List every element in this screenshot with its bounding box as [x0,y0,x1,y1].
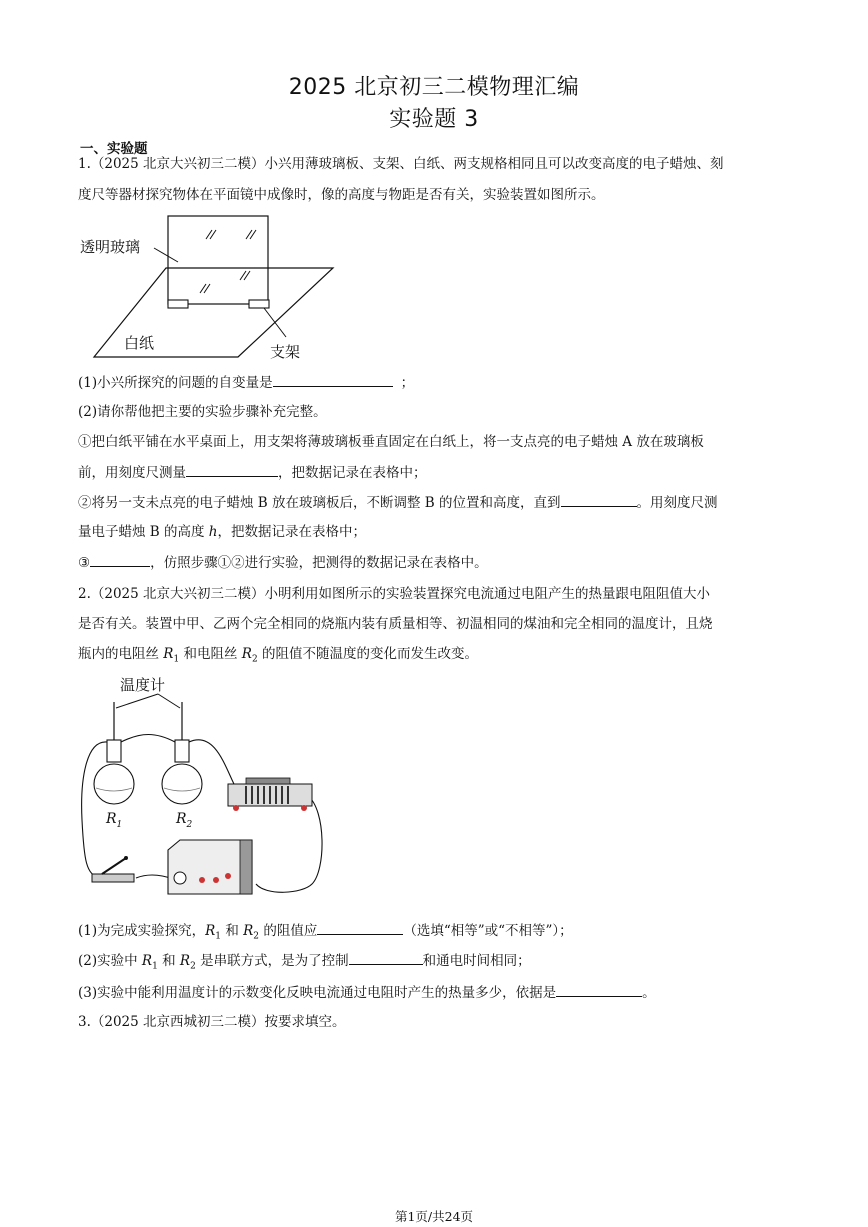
q1-step2-line2: 量电子蜡烛 B 的高度 h，把数据记录在表格中； [78,524,366,540]
document-subtitle: 实验题 3 [389,107,479,132]
left-stand-shape [168,300,188,308]
document-title: 2025 北京初三二模物理汇编 [288,75,580,100]
q1-step1-blank[interactable] [186,462,278,477]
q1-stem-line2: 度尺等器材探究物体在平面镜中成像时，像的高度与物距是否有关，实验装置如图所示。 [78,187,605,203]
label-thermometer: 温度计 [120,676,166,694]
q2-part2: (2)实验中 $R_1$ 和 $R_2$ 是串联方式，是为了控制 和通电时间相同； [78,950,531,977]
q1-part2: (2)请你帮他把主要的实验步骤补充完整。 [78,404,327,420]
label-r2: $R_2$ [176,811,193,830]
right-stand-shape [249,300,269,308]
q1-figure-mirror-setup [76,210,346,365]
flask-r2-shape [162,740,202,804]
rheostat-shape [228,778,312,811]
label-glass: 透明玻璃 [80,238,141,256]
section-heading: 一、实验题 [80,141,148,157]
q1-part1-blank[interactable] [273,372,393,387]
q2-stem-line1: 2.（2025 北京大兴初三二模）小明利用如图所示的实验装置探究电流通过电阻产生的热量跟电阻阻值大小 [78,586,711,602]
q1-part1: (1)小兴所探究的问题的自变量是 ； [78,372,414,393]
q2-stem-line2: 是否有关。装置中甲、乙两个完全相同的烧瓶内装有质量相等、初温相同的煤油和完全相同的温度计，且烧 [78,616,713,632]
power-supply-shape [168,840,252,894]
q2-figure-circuit [76,670,336,910]
q1-stem-line1: 1.（2025 北京大兴初三二模）小兴用薄玻璃板、支架、白纸、两支规格相同且可以改变高度的电子蜡烛、刻 [78,156,724,172]
page-footer: 第1页/共24页 [394,1209,474,1224]
glass-plate-shape [168,216,268,304]
q2-part2-blank[interactable] [349,950,423,965]
q1-step3: ③ ，仿照步骤①②进行实验，把测得的数据记录在表格中。 [78,552,488,573]
q2-stem-line3: 瓶内的电阻丝 $R_1$ 和电阻丝 $R_2$ 的阻值不随温度的变化而发生改变。 [78,646,478,665]
q1-step1-line2: 前，用刻度尺测量 ，把数据记录在表格中； [78,462,427,483]
q2-part3-blank[interactable] [556,982,642,997]
flask-r1-shape [94,740,134,804]
label-paper: 白纸 [124,334,155,352]
q1-step1-line1: ①把白纸平铺在水平桌面上，用支架将薄玻璃板垂直固定在白纸上，将一支点亮的电子蜡烛 A 放在玻璃板 [78,434,704,450]
q2-part1: (1)为完成实验探究，$R_1$ 和 $R_2$ 的阻值应 （选填“相等”或“不相等”）； [78,920,573,947]
q2-part1-blank[interactable] [317,920,403,935]
label-r1: $R_1$ [106,811,123,830]
q3-stem: 3.（2025 北京西城初三二模）按要求填空。 [78,1014,346,1030]
glass-glare-marks [200,230,256,293]
label-stand: 支架 [270,343,301,361]
q1-step2-line1: ②将另一支未点亮的电子蜡烛 B 放在玻璃板后，不断调整 B 的位置和高度，直到 。用刻度尺测 [78,492,718,513]
q1-step2-blank[interactable] [561,492,637,507]
q2-part3: (3)实验中能利用温度计的示数变化反映电流通过电阻时产生的热量多少，依据是 。 [78,982,656,1003]
switch-shape [92,856,134,882]
q1-step3-blank[interactable] [90,552,150,567]
